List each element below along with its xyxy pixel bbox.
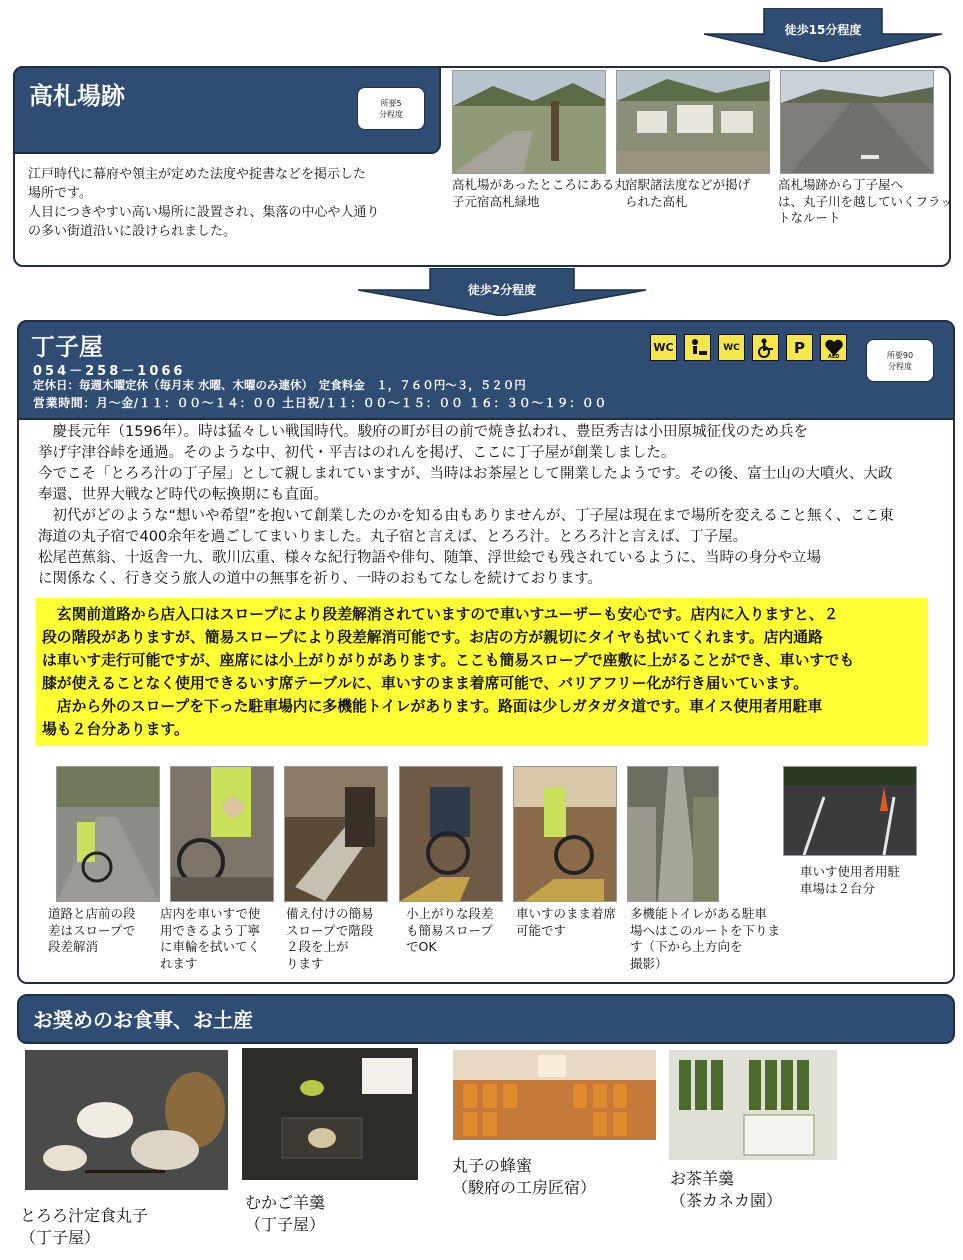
photo-caption: 道路と店前の段 差はスロープで 段差解消: [48, 906, 136, 954]
multipurpose-wc-icon: WC: [650, 334, 677, 361]
photo-caption: 高札場跡から丁子屋へ は、丸子川を越していくフラッ トなルート: [778, 177, 953, 225]
parking-icon: P: [786, 334, 813, 361]
page-title: 高札場跡: [29, 82, 125, 110]
photo-mariko-honey: [453, 1050, 656, 1140]
walk-time-label: 徒歩2分程度: [467, 283, 537, 297]
photo-caption: 車いす使用者用駐 車場は２台分: [800, 864, 901, 896]
food-caption: 丸子の蜂蜜 （駿府の工房匠宿）: [452, 1156, 597, 1197]
walk-arrow-2: [358, 268, 646, 316]
food-caption: お茶羊羹 （茶カネカ園）: [670, 1169, 783, 1210]
photo-caption: 高札場があったところにある丸 子元宿高札緑地: [452, 177, 627, 209]
photo-caption: 備え付けの簡易 スロープで階段 ２段を上が ります: [286, 906, 374, 971]
photo-road-slope: [56, 766, 160, 902]
accessibility-note: 玄関前道路から店入口はスロープにより段差解消されていますので車いすユーザーも安心です。店内に入りますと、２ 段の階段がありますが、簡易スロープにより段差解消可能です。お店の方が親切にタイヤも拭いてくれます。店内通路 は車いす走行可能ですが、座席には小上がりがりがあります。ここも簡易スロープで座敷に上がることができ、車いすでも 膝が使えることなく使用できるいす席テーブルに、車いすのまま着席可能で、バリアフリー化が行き届いています。 店から外のスロープを下った駐車場内に多機能トイレがあります。路面は少しガタガタ道です。車イス使用者用駐車 場も２台分あります。: [36, 598, 928, 746]
photo-koagari-slope: [399, 766, 503, 902]
photo-caption: 店内を車いすで使 用できるよう丁寧 に車輪を拭いてく れます: [160, 906, 261, 971]
business-hours: 営業時間：月～金/１１：００～１４：００ 土日祝/１１：００～１５：００ １６：３０～１９：００: [33, 396, 607, 410]
photo-caption: 多機能トイレがある駐車 場へはこのルートを下りま す（下から上方向を 撮影）: [630, 906, 781, 971]
aed-icon: [820, 334, 847, 361]
svg-text:AED: AED: [827, 353, 839, 359]
photo-matcha-yokan: [669, 1050, 837, 1160]
wheelchair-icon: [752, 334, 779, 361]
photo-route-to-parking: [627, 766, 719, 902]
photo-caption: 宿駅諸法度などが掲げ られた高札: [625, 177, 751, 209]
phone-number: 054－258－1066: [33, 364, 186, 379]
duration-badge: 所要5 分程度: [357, 87, 425, 130]
photo-caption: 小上がりな段差 も簡易スロープ でOK: [406, 906, 494, 954]
wc-icon: WC: [718, 334, 745, 361]
photo-portable-slope: [284, 766, 388, 902]
holiday-info: 定休日：毎週木曜定休（毎月末 水曜、木曜のみ連休） 定食料金 １，７６０円～３，５２０円: [33, 378, 526, 392]
photo-wheel-wiping: [170, 766, 274, 902]
food-caption: むかご羊羹 （丁子屋）: [245, 1193, 326, 1234]
photo-tororo-set: [25, 1050, 228, 1190]
photo-mukago-yokan: [242, 1048, 418, 1180]
kousatsuba-description: 江戸時代に幕府や領主が定めた法度や掟書などを掲示した 場所です。 人目につきやすい高い場所に設置され、集落の中心や人通り の多い街道沿いに設けられました。: [28, 167, 380, 239]
section-title: お奨めのお食事、お土産: [33, 1008, 253, 1032]
shop-title: 丁子屋: [31, 333, 103, 361]
walk-arrow-15: [704, 8, 942, 62]
photo-caption: 車いすのまま着席 可能です: [516, 906, 617, 938]
duration-badge: 所要90 分程度: [866, 339, 934, 382]
caregiver-icon: [684, 334, 711, 361]
photo-kousatsu-route: [780, 70, 934, 174]
photo-kousatsu-ryokuchi: [452, 70, 606, 174]
food-caption: とろろ汁定食丸子 （丁子屋）: [20, 1206, 149, 1247]
walk-time-label: 徒歩15分程度: [784, 23, 862, 37]
chojiya-history: 慶長元年（1596年）。時は猛々しい戦国時代。駿府の町が目の前で焼き払われ、豊臣秀吉は小田原城征伐のため兵を 挙げ宇津谷峠を通過。そのような中、初代・平吉はのれんを掲げ、ここに丁子屋が創業しました。 今でこそ「とろろ汁の丁子屋」として親しまれていますが、当時はお茶屋として開業したようです。その後、富士山の大噴火、大政 奉還、世界大戦など時代の転換期にも直面。 初代がどのような“想いや希望”を抱いて創業したのかを知る由もありませんが、丁子屋は現在まで場所を変えること無く、ここ東 海道の丸子宿で400余年を過ごしてまいりました。丸子宿と言えば、とろろ汁。とろろ汁と言えば、丁子屋。 松尾芭蕉翁、十返舎一九、歌川広重、様々な紀行物語や俳句、随筆、浮世絵でも残されているように、当時の身分や立場 に関係なく、行き交う旅人の道中の無事を祈り、一時のおもてなしを続けております。: [38, 424, 894, 587]
photo-seated-wheelchair: [513, 766, 617, 902]
photo-accessible-parking: [783, 766, 917, 856]
photo-kousatsu-boards: [616, 70, 770, 174]
